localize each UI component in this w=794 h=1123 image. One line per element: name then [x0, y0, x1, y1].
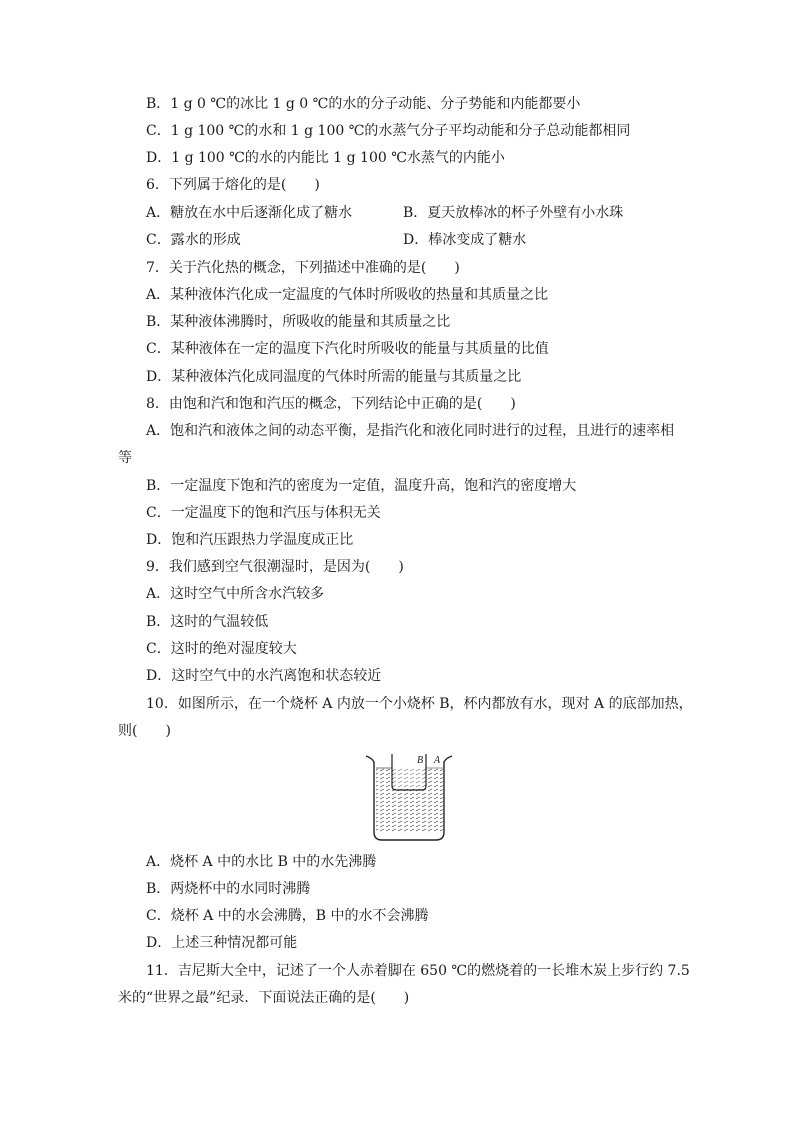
question-10-cont: 则( ) [118, 723, 171, 739]
q6-option-a: A．糖放在水中后逐渐化成了糖水 [146, 205, 353, 221]
question-10: 10．如图所示，在一个烧杯 A 内放一个小烧杯 B，杯内都放有水，现对 A 的底部加热， [146, 696, 693, 712]
q10-option-a: A．烧杯 A 中的水比 B 中的水先沸腾 [146, 854, 377, 870]
q5-option-d: D．1 g 100 ℃的水的内能比 1 g 100 ℃水蒸气的内能小 [146, 150, 505, 166]
q7-option-c: C．某种液体在一定的温度下汽化时所吸收的能量与其质量的比值 [146, 341, 549, 357]
question-11-cont: 米的“世界之最”纪录．下面说法正确的是( ) [118, 990, 410, 1006]
q10-option-d: D．上述三种情况都可能 [146, 935, 298, 951]
q8-option-c: C．一定温度下的饱和汽压与体积无关 [146, 505, 381, 521]
q9-option-b: B．这时的气温较低 [146, 614, 269, 630]
q8-option-a-cont: 等 [118, 450, 132, 466]
q10-option-c: C．烧杯 A 中的水会沸腾，B 中的水不会沸腾 [146, 908, 429, 924]
q9-option-d: D．这时空气中的水汽离饱和状态较近 [146, 668, 382, 684]
q10-option-b: B．两烧杯中的水同时沸腾 [146, 881, 311, 897]
q6-option-d: D．棒冰变成了糖水 [403, 232, 527, 248]
q6-option-b: B．夏天放棒冰的杯子外壁有小水珠 [403, 205, 624, 221]
label-b: B [417, 755, 424, 766]
q5-option-b: B．1 g 0 ℃的冰比 1 g 0 ℃的水的分子动能、分子势能和内能都要小 [146, 96, 581, 112]
label-a: A [434, 755, 441, 766]
q9-option-c: C．这时的绝对湿度较大 [146, 641, 297, 657]
question-11: 11．吉尼斯大全中，记述了一个人赤着脚在 650 ℃的燃烧着的一长堆木炭上步行约 7.5 [146, 963, 690, 979]
q8-option-a: A．饱和汽和液体之间的动态平衡，是指汽化和液化同时进行的过程，且进行的速率相 [146, 423, 675, 439]
q7-option-a: A．某种液体汽化成一定温度的气体时所吸收的热量和其质量之比 [146, 287, 549, 303]
q7-option-d: D．某种液体汽化成同温度的气体时所需的能量与其质量之比 [146, 369, 522, 385]
q8-option-b: B．一定温度下饱和汽的密度为一定值，温度升高，饱和汽的密度增大 [146, 478, 577, 494]
beaker-figure [362, 752, 454, 842]
q5-option-c: C．1 g 100 ℃的水和 1 g 100 ℃的水蒸气分子平均动能和分子总动能都相同 [146, 123, 631, 139]
q7-option-b: B．某种液体沸腾时，所吸收的能量和其质量之比 [146, 314, 451, 330]
q9-option-a: A．这时空气中所含水汽较多 [146, 586, 325, 602]
question-8: 8．由饱和汽和饱和汽压的概念，下列结论中正确的是( ) [146, 396, 516, 412]
question-7: 7．关于汽化热的概念，下列描述中准确的是( ) [146, 260, 460, 276]
question-9: 9．我们感到空气很潮湿时，是因为( ) [146, 559, 404, 575]
q8-option-d: D．饱和汽压跟热力学温度成正比 [146, 532, 354, 548]
question-6: 6．下列属于熔化的是( ) [146, 177, 320, 193]
q6-option-c: C．露水的形成 [146, 232, 241, 248]
